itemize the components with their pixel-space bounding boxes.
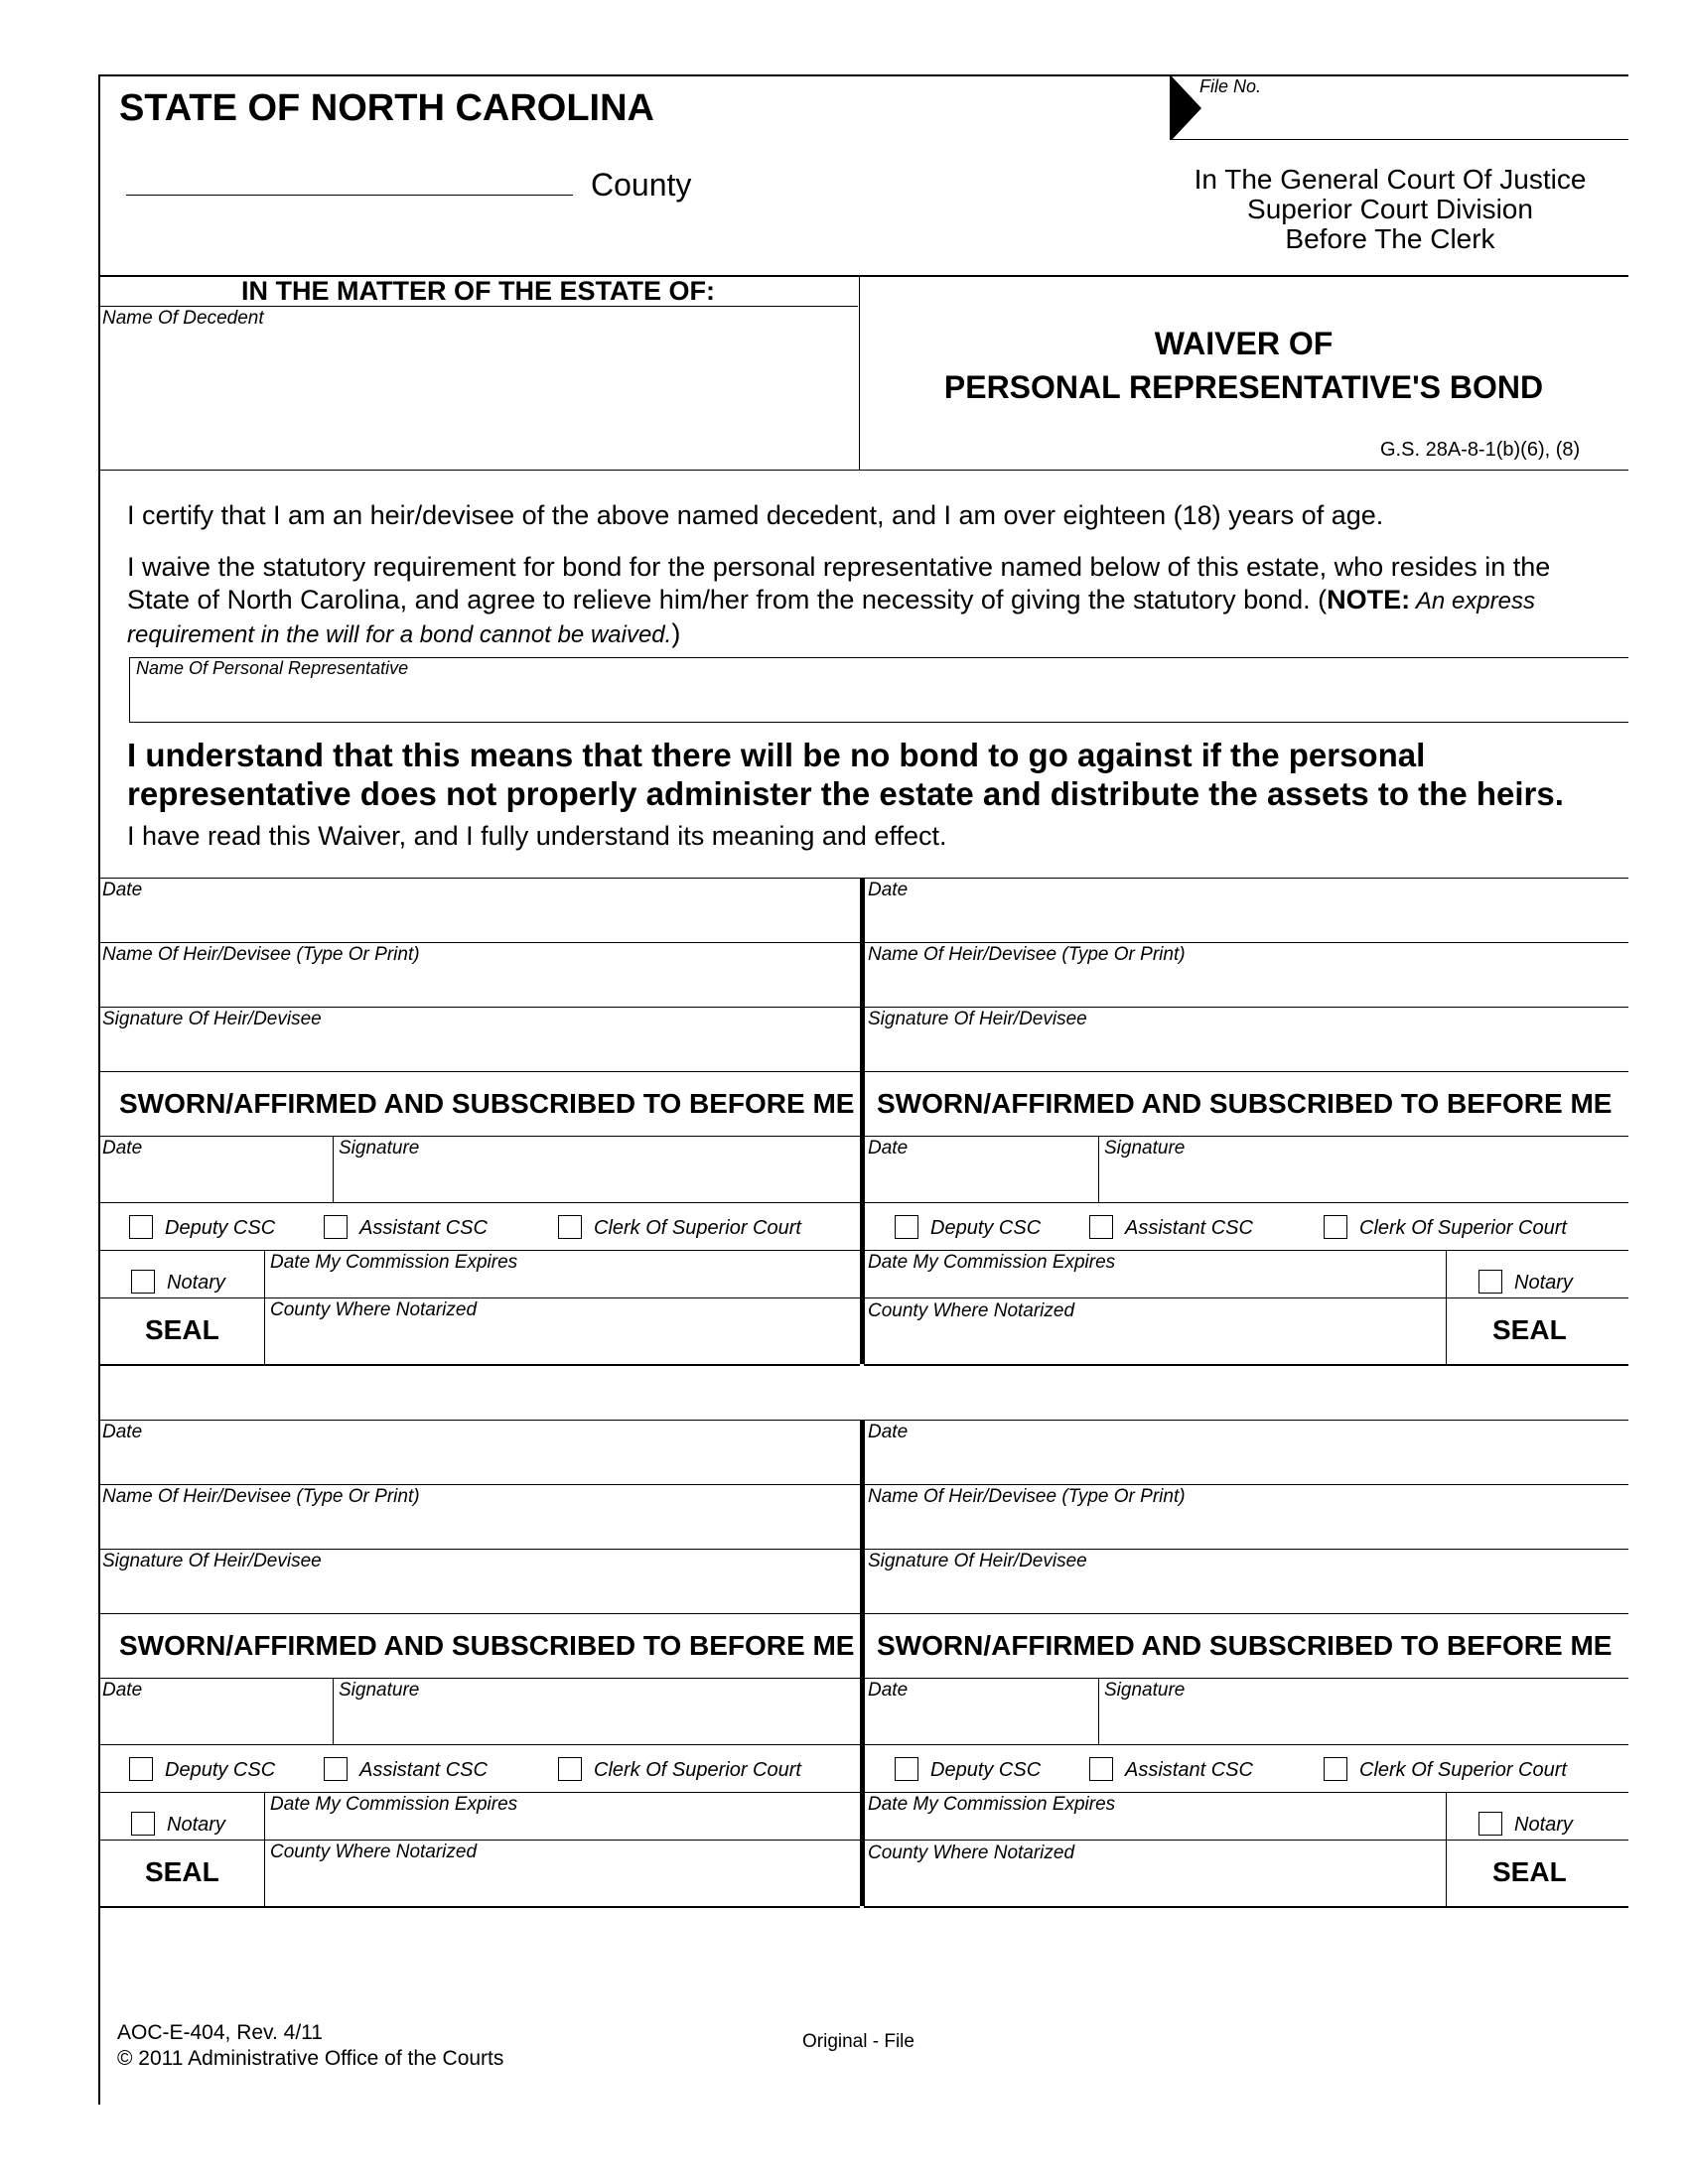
heir-block-4-heir-name-label: Name Of Heir/Devisee (Type Or Print): [868, 1486, 1186, 1507]
heir-block-1-rule-5: [98, 1202, 860, 1203]
heir-block-4-official-date-label: Date: [868, 1680, 909, 1701]
heir-block-4-rule-6: [864, 1792, 1628, 1793]
heir-block-3-seal-label: SEAL: [145, 1856, 219, 1887]
heir-block-2-notary-label: Notary: [1514, 1272, 1573, 1294]
heir-block-4-rule-1: [864, 1484, 1628, 1485]
heir-block-2-rule-4: [864, 1136, 1628, 1137]
heir-block-2-date-sig-divider: [1098, 1136, 1099, 1202]
court-info: [1162, 165, 1618, 254]
heir-block-1-bottom-rule: [98, 1364, 860, 1366]
note-text: An express requirement in the will for a bond cannot be waived.: [127, 588, 1535, 648]
waive-text: I waive the statutory requirement for bond for the personal representative named below of this estate, who resides in the State of North Carolina, and agree to relieve him/her from the necessity of giving the statutory bond. (: [127, 552, 1551, 614]
heir-block-1-county-notarized-input[interactable]: [276, 1324, 852, 1360]
heir-block-1-rule-3: [98, 1071, 860, 1072]
heir-block-2-date-label: Date: [868, 880, 909, 900]
heir-block-3-assistant-label: Assistant CSC: [359, 1759, 488, 1781]
heir-block-2-bottom-rule: [864, 1364, 1628, 1366]
court-line-1: In The General Court Of Justice: [1194, 164, 1587, 195]
decedent-name-input[interactable]: [109, 342, 848, 380]
heir-block-2-seal-label: SEAL: [1492, 1314, 1567, 1345]
heir-block-4-rule-2: [864, 1549, 1628, 1550]
heir-block-4-commission-input[interactable]: [874, 1817, 1440, 1839]
heir-block-1-rule-6: [98, 1250, 860, 1251]
heir-block-3-heir-name-label: Name Of Heir/Devisee (Type Or Print): [102, 1486, 420, 1507]
rep-name-input[interactable]: [139, 682, 1613, 720]
heir-block-2-rule-2: [864, 1007, 1628, 1008]
heir-block-2-clerk-label: Clerk Of Superior Court: [1359, 1217, 1567, 1239]
heir-block-1-official-signature-label: Signature: [339, 1138, 420, 1159]
heir-block-1-county-notarized-label: County Where Notarized: [270, 1299, 478, 1320]
heir-block-2-deputy-checkbox[interactable]: [895, 1215, 918, 1239]
heir-block-3-rule-7: [98, 1840, 860, 1841]
heir-block-4-notary-label: Notary: [1514, 1814, 1573, 1836]
heir-block-3-heir-signature-label: Signature Of Heir/Devisee: [102, 1551, 322, 1571]
heir-block-2-assistant-label: Assistant CSC: [1125, 1217, 1253, 1239]
heir-block-4-rule-0: [864, 1420, 1628, 1421]
heir-block-3-date-input[interactable]: [108, 1445, 854, 1481]
county-input[interactable]: [129, 159, 570, 193]
heir-block-3-deputy-checkbox[interactable]: [129, 1757, 153, 1781]
heir-block-2-date-input[interactable]: [874, 903, 1622, 939]
heir-block-3-rule-3: [98, 1613, 860, 1614]
heir-block-2-deputy-label: Deputy CSC: [930, 1217, 1042, 1239]
rep-box-left: [129, 657, 130, 722]
note-close: ): [671, 618, 681, 648]
heir-block-1-heir-name-input[interactable]: [108, 968, 854, 1004]
heir-block-2-rule-5: [864, 1202, 1628, 1203]
heir-block-4-county-notarized-input[interactable]: [874, 1866, 1440, 1902]
heir-block-1-rule-7: [98, 1297, 860, 1298]
heir-block-3-heir-signature-input[interactable]: [108, 1574, 854, 1610]
form-title-line-2: PERSONAL REPRESENTATIVE'S BOND: [943, 369, 1544, 405]
heir-block-2-notary-checkbox[interactable]: [1478, 1270, 1502, 1294]
note-label: NOTE:: [1327, 585, 1411, 614]
heir-block-3-rule-5: [98, 1744, 860, 1745]
read-text: I have read this Waiver, and I fully understand its meaning and effect.: [127, 821, 947, 851]
heir-block-2-heir-signature-input[interactable]: [874, 1032, 1622, 1068]
heir-block-4-assistant-checkbox[interactable]: [1089, 1757, 1113, 1781]
state-title: STATE OF NORTH CAROLINA: [119, 87, 654, 129]
heir-block-2-heir-name-label: Name Of Heir/Devisee (Type Or Print): [868, 944, 1186, 965]
heir-block-3-clerk-label: Clerk Of Superior Court: [594, 1759, 801, 1781]
heir-block-3-clerk-checkbox[interactable]: [558, 1757, 582, 1781]
heir-block-1-heir-signature-input[interactable]: [108, 1032, 854, 1068]
heir-block-2-rule-6: [864, 1250, 1628, 1251]
heir-block-2-notary-divider: [1446, 1250, 1447, 1364]
heir-block-3-commission-label: Date My Commission Expires: [270, 1794, 518, 1815]
heir-block-4-official-signature-input[interactable]: [1110, 1706, 1620, 1741]
heir-block-3-official-signature-label: Signature: [339, 1680, 420, 1701]
heir-block-4-clerk-checkbox[interactable]: [1324, 1757, 1347, 1781]
copyright: © 2011 Administrative Office of the Courts: [117, 2047, 504, 2070]
heir-block-2-rule-7: [864, 1297, 1628, 1298]
heir-block-4-deputy-label: Deputy CSC: [930, 1759, 1042, 1781]
heir-block-1-date-input[interactable]: [108, 903, 854, 939]
heir-block-4-county-notarized-label: County Where Notarized: [868, 1843, 1075, 1863]
county-label: County: [591, 167, 692, 203]
heir-block-4-official-date-input[interactable]: [874, 1706, 1092, 1741]
heir-block-1-official-date-input[interactable]: [108, 1163, 327, 1199]
heir-block-4-date-input[interactable]: [874, 1445, 1622, 1481]
heir-block-1-seal-label: SEAL: [145, 1314, 219, 1345]
heir-block-1-deputy-label: Deputy CSC: [165, 1217, 276, 1239]
heir-block-2-heir-name-input[interactable]: [874, 968, 1622, 1004]
heir-block-1-notary-label: Notary: [167, 1272, 225, 1294]
waive-paragraph: [127, 551, 1587, 651]
heir-block-3-sworn-heading: SWORN/AFFIRMED AND SUBSCRIBED TO BEFORE ME: [119, 1630, 855, 1661]
decedent-label: Name Of Decedent: [102, 308, 264, 329]
heir-block-2-county-notarized-input[interactable]: [874, 1324, 1440, 1360]
heir-block-3-date-sig-divider: [333, 1678, 334, 1744]
heir-block-4-official-signature-label: Signature: [1104, 1680, 1186, 1701]
heir-block-2-official-signature-label: Signature: [1104, 1138, 1186, 1159]
heir-block-3-rule-2: [98, 1549, 860, 1550]
heir-block-1-assistant-label: Assistant CSC: [359, 1217, 488, 1239]
rep-box-bottom: [129, 722, 1628, 723]
heir-block-4-rule-4: [864, 1678, 1628, 1679]
triangle-marker-icon: [1172, 76, 1201, 140]
copy-designation: Original - File: [802, 2031, 914, 2052]
heir-block-3-rule-0: [98, 1420, 860, 1421]
heir-block-4-sworn-heading: SWORN/AFFIRMED AND SUBSCRIBED TO BEFORE ME: [877, 1630, 1613, 1661]
heir-block-2-sworn-heading: SWORN/AFFIRMED AND SUBSCRIBED TO BEFORE ME: [877, 1088, 1613, 1119]
heir-block-1-clerk-label: Clerk Of Superior Court: [594, 1217, 801, 1239]
heir-block-3-rule-4: [98, 1678, 860, 1679]
heir-block-4-clerk-label: Clerk Of Superior Court: [1359, 1759, 1567, 1781]
heir-block-1-commission-input[interactable]: [276, 1275, 852, 1297]
heir-block-1-clerk-checkbox[interactable]: [558, 1215, 582, 1239]
certify-text: I certify that I am an heir/devisee of the above named decedent, and I am over eighteen (18) years of age.: [127, 500, 1384, 530]
heir-block-4-commission-label: Date My Commission Expires: [868, 1794, 1116, 1815]
heir-block-4-seal-label: SEAL: [1492, 1856, 1567, 1887]
heir-block-4-rule-5: [864, 1744, 1628, 1745]
matter-underline: [98, 306, 858, 307]
heir-block-4-deputy-checkbox[interactable]: [895, 1757, 918, 1781]
form-title-line-1: WAIVER OF: [1154, 326, 1334, 361]
heir-block-1-official-signature-input[interactable]: [345, 1163, 852, 1199]
file-no-box-bottom: [1170, 139, 1628, 140]
heir-block-4-heir-signature-label: Signature Of Heir/Devisee: [868, 1551, 1087, 1571]
rep-label: Name Of Personal Representative: [136, 658, 409, 678]
left-border: [98, 74, 100, 2105]
heir-block-2-county-notarized-label: County Where Notarized: [868, 1300, 1075, 1321]
heir-block-1-rule-0: [98, 878, 860, 879]
heir-block-3-date-label: Date: [102, 1422, 143, 1442]
heir-block-4-notary-divider: [1446, 1792, 1447, 1906]
heir-block-1-notary-checkbox[interactable]: [131, 1270, 155, 1294]
form-number: AOC-E-404, Rev. 4/11: [117, 2021, 323, 2044]
heir-block-3-notary-label: Notary: [167, 1814, 225, 1836]
heir-block-1-date-label: Date: [102, 880, 143, 900]
understand-text: I understand that this means that there will be no bond to go against if the personal representative does not properly administer the estate and distribute the assets to the heirs.: [127, 737, 1564, 812]
heir-block-3-rule-6: [98, 1792, 860, 1793]
top-border: [98, 74, 1628, 76]
heir-block-3-commission-input[interactable]: [276, 1817, 852, 1839]
heir-block-2-official-date-input[interactable]: [874, 1163, 1092, 1199]
heir-block-3-heir-name-input[interactable]: [108, 1510, 854, 1546]
matter-title: IN THE MATTER OF THE ESTATE OF:: [241, 276, 715, 306]
heir-block-2-rule-3: [864, 1071, 1628, 1072]
heir-block-1-commission-label: Date My Commission Expires: [270, 1252, 518, 1273]
heir-block-3-official-date-input[interactable]: [108, 1706, 327, 1741]
heir-block-1-rule-1: [98, 942, 860, 943]
heir-block-4-rule-3: [864, 1613, 1628, 1614]
court-line-3: Before The Clerk: [1285, 223, 1495, 254]
heir-block-1-assistant-checkbox[interactable]: [324, 1215, 348, 1239]
heir-block-3-county-notarized-input[interactable]: [276, 1866, 852, 1902]
heir-block-3-notary-divider: [264, 1792, 265, 1906]
heir-block-1-date-sig-divider: [333, 1136, 334, 1202]
heir-block-1-deputy-checkbox[interactable]: [129, 1215, 153, 1239]
center-divider: [860, 1420, 865, 1906]
heir-block-3-bottom-rule: [98, 1906, 860, 1908]
heir-block-1-rule-4: [98, 1136, 860, 1137]
heir-block-4-rule-7: [864, 1840, 1628, 1841]
file-no-label: File No.: [1199, 76, 1262, 96]
heir-block-1-rule-2: [98, 1007, 860, 1008]
file-no-input[interactable]: [1206, 99, 1627, 137]
heir-block-1-sworn-heading: SWORN/AFFIRMED AND SUBSCRIBED TO BEFORE ME: [119, 1088, 855, 1119]
county-line: [126, 195, 573, 196]
heir-block-3-rule-1: [98, 1484, 860, 1485]
heir-block-4-bottom-rule: [864, 1906, 1628, 1908]
heir-block-3-official-signature-input[interactable]: [345, 1706, 852, 1741]
heir-block-1-heir-name-label: Name Of Heir/Devisee (Type Or Print): [102, 944, 420, 965]
heir-block-2-commission-input[interactable]: [874, 1275, 1440, 1297]
heir-block-1-heir-signature-label: Signature Of Heir/Devisee: [102, 1009, 322, 1029]
title-divider: [98, 470, 1628, 471]
heir-block-4-notary-checkbox[interactable]: [1478, 1812, 1502, 1836]
heir-block-4-heir-signature-input[interactable]: [874, 1574, 1622, 1610]
court-line-2: Superior Court Division: [1247, 194, 1533, 224]
heir-block-2-heir-signature-label: Signature Of Heir/Devisee: [868, 1009, 1087, 1029]
heir-block-3-official-date-label: Date: [102, 1680, 143, 1701]
heir-block-4-heir-name-input[interactable]: [874, 1510, 1622, 1546]
heir-block-3-deputy-label: Deputy CSC: [165, 1759, 276, 1781]
heir-block-4-assistant-label: Assistant CSC: [1125, 1759, 1253, 1781]
heir-block-2-rule-0: [864, 878, 1628, 879]
heir-block-2-clerk-checkbox[interactable]: [1324, 1215, 1347, 1239]
heir-block-3-notary-checkbox[interactable]: [131, 1812, 155, 1836]
heir-block-3-county-notarized-label: County Where Notarized: [270, 1842, 478, 1862]
heir-block-1-notary-divider: [264, 1250, 265, 1364]
heir-block-1-official-date-label: Date: [102, 1138, 143, 1159]
heir-block-2-commission-label: Date My Commission Expires: [868, 1252, 1116, 1273]
heir-block-4-date-sig-divider: [1098, 1678, 1099, 1744]
heir-block-2-official-signature-input[interactable]: [1110, 1163, 1620, 1199]
heir-block-2-rule-1: [864, 942, 1628, 943]
heir-block-3-assistant-checkbox[interactable]: [324, 1757, 348, 1781]
heir-block-2-official-date-label: Date: [868, 1138, 909, 1159]
center-divider: [860, 878, 865, 1364]
heir-block-4-date-label: Date: [868, 1422, 909, 1442]
heir-block-2-assistant-checkbox[interactable]: [1089, 1215, 1113, 1239]
statute-ref: G.S. 28A-8-1(b)(6), (8): [1380, 439, 1581, 461]
